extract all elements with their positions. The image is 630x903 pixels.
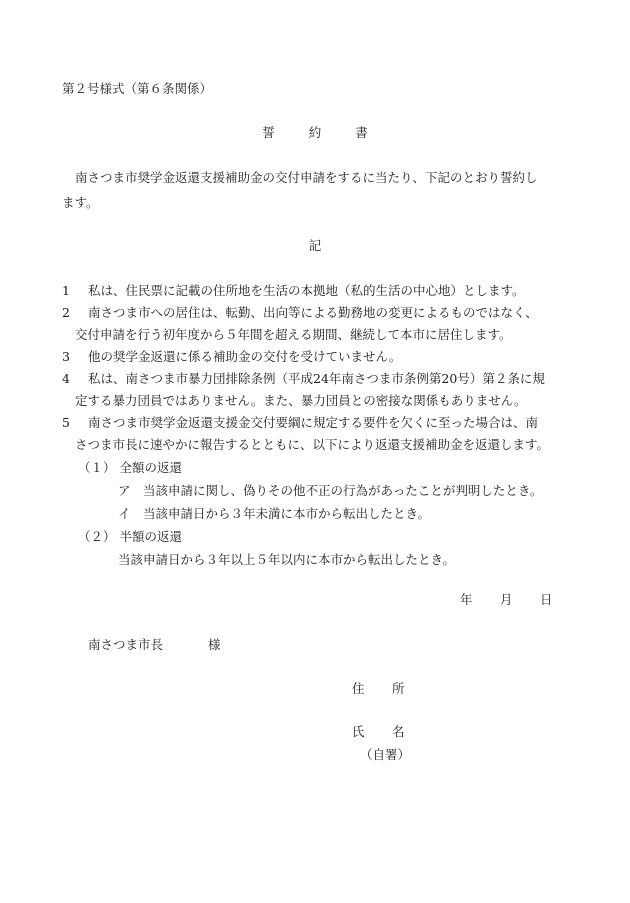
name-label-char-1: 氏	[352, 724, 365, 739]
sub-item-line: ア 当該申請に関し、偽りその他不正の行為があったことが判明したとき。	[118, 483, 543, 498]
address-label-char-1: 住	[352, 681, 365, 696]
intro-line-1: 南さつま市奨学金返還支援補助金の交付申請をするに当たり、下記のとおり誓約し	[75, 170, 538, 185]
item-line: 他の奨学金返還に係る補助金の交付を受けていません。	[88, 349, 402, 364]
item-number: 2	[62, 305, 70, 320]
item-number: 5	[62, 415, 70, 430]
item-line: 私は、南さつま市暴力団排除条例（平成24年南さつま市条例第20号）第２条に規	[88, 371, 545, 386]
sub-item-label: （１） 全額の返還	[78, 460, 182, 475]
address-label-char-2: 所	[392, 681, 405, 696]
sub-item-line: イ 当該申請日から３年未満に本市から転出したとき。	[118, 506, 431, 521]
addressee-honorific: 様	[208, 637, 221, 652]
document-title: 誓 約 書	[262, 125, 383, 140]
item-number: 3	[62, 349, 70, 364]
item-line: 私は、住民票に記載の住所地を生活の本拠地（私的生活の中心地）とします。	[88, 283, 525, 298]
date-row	[0, 594, 630, 610]
addressee-name: 南さつま市長	[88, 637, 164, 652]
intro-line-2: ます。	[62, 195, 99, 210]
date-month-label: 月	[500, 592, 513, 607]
item-line: 交付申請を行う初年度から５年間を超える期間、継続して本市に居住します。	[75, 327, 512, 342]
self-signature-note: （自署）	[360, 747, 411, 762]
date-day-label: 日	[540, 592, 553, 607]
item-line: さつま市長に速やかに報告するとともに、以下により返還支援補助金を返還します。	[75, 437, 550, 452]
item-line: 南さつま市奨学金返還支援金交付要綱に規定する要件を欠くに至った場合は、南	[88, 415, 539, 430]
sub-item-line: 当該申請日から３年以上５年以内に本市から転出したとき。	[118, 552, 456, 567]
item-number: 1	[62, 283, 70, 298]
item-line: 定する暴力団員ではありません。また、暴力団員との密接な関係もありません。	[75, 393, 527, 408]
name-label-char-2: 名	[392, 724, 405, 739]
item-number: 4	[62, 371, 70, 386]
date-year-label: 年	[460, 592, 473, 607]
form-number: 第２号様式（第６条関係）	[62, 81, 213, 96]
sub-item-label: （２） 半額の返還	[78, 529, 182, 544]
ki-heading: 記	[308, 238, 322, 253]
item-line: 南さつま市への居住は、転勤、出向等による勤務地の変更によるものではなく、	[88, 305, 538, 320]
